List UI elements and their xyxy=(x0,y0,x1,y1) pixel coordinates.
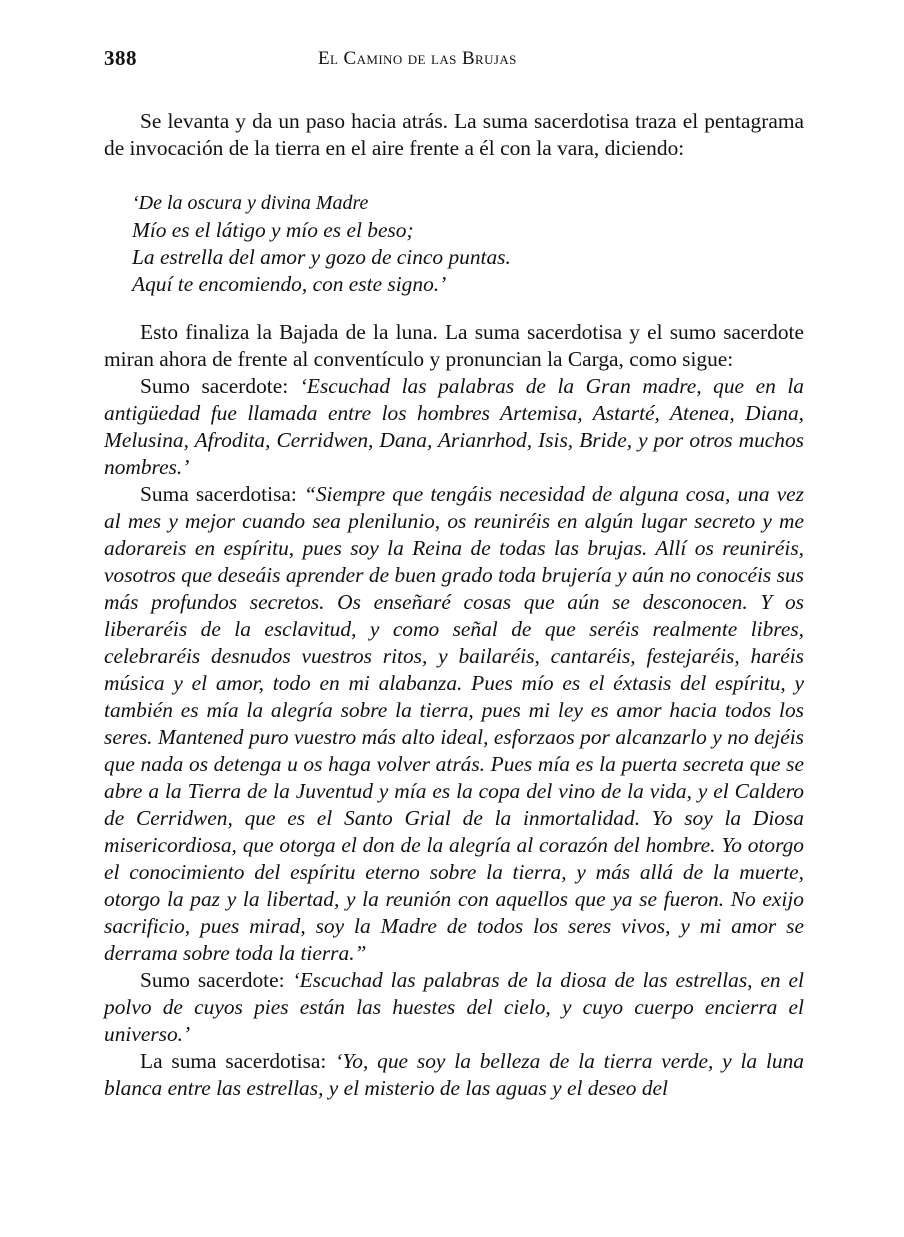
spoken-quote: ‘Escuchad las palabras de la Gran madre, que en la antigüedad fue llamada entre los hombres Artemisa, Astarté, Atenea, Diana, Melusina, Afrodita, Cerridwen, Dana, Arianrhod, Isis, Bride, y por otros muchos nombres.’ xyxy=(104,374,804,479)
verse-line: La estrella del amor y gozo de cinco puntas. xyxy=(132,245,511,269)
spoken-quote: ‘Escuchad las palabras de la diosa de las estrellas, en el polvo de cuyos pies están las huestes del cielo, y cuyo cuerpo encierra el universo.’ xyxy=(104,968,804,1046)
page-number: 388 xyxy=(104,46,137,70)
spoken-quote: “Siempre que tengáis necesidad de alguna cosa, una vez al mes y mejor cuando sea plenilunio, os reuniréis en algún lugar secreto y me adorareis en espíritu, pues soy la Reina de todas las brujas. Allí os reuniréis, vosotros que deseáis aprender de buen grado toda brujería y aún no conocéis sus más profundos secretos. Os enseñaré cosas que aún se desconocen. Y os liberaréis de la esclavitud, y como señal de que seréis realmente libres, celebraréis desnudos vuestros ritos, y bailaréis, cantaréis, festejaréis, haréis música y el amor, todo en mi alabanza. Pues mío es el éxtasis del espíritu, y también es mía la alegría sobre la tierra, pues mi ley es amor hacia todos los seres. Mantened puro vuestro más alto ideal, esforzaos por alcanzarlo y no dejéis que nada os detenga u os haga volver atrás. Pues mía es la puerta secreta que se abre a la Tierra de la Juventud y mía es la copa del vino de la vida, y el Caldero de Cerridwen, que es el Santo Grial de la inmortalidad. Yo soy la Diosa misericordiosa, que otorga el don de la alegría al corazón del hombre. Yo otorgo el conocimiento del espíritu eterno sobre la tierra, y más allá de la muerte, otorgo la paz y la libertad, y la reunión con aquellos que ya se fueron. No exijo sacrificio, pues mirad, soy la Madre de todos los seres vivos, y mi amor se derrama sobre toda la tierra.” xyxy=(104,482,805,965)
speaker-label: La suma sacerdotisa: xyxy=(140,1049,336,1073)
paragraph-high-priestess-2 xyxy=(104,1048,804,1102)
paragraph-descent: Esto finaliza la Bajada de la luna. La suma sacerdotisa y el sumo sacerdote miran ahora de frente al conventículo y pronuncian la Carga, como sigue: xyxy=(104,320,804,371)
body-text xyxy=(104,108,804,1102)
paragraph-high-priest-1 xyxy=(104,373,804,481)
invocation-verse xyxy=(132,190,804,298)
paragraph-high-priest-2 xyxy=(104,967,804,1048)
verse-line: Aquí te encomiendo, con este signo.’ xyxy=(132,272,447,296)
speaker-label: Sumo sacerdote: xyxy=(140,968,293,992)
speaker-label: Suma sacerdotisa: xyxy=(140,482,304,506)
paragraph-high-priestess-1 xyxy=(104,481,804,967)
running-head: El Camino de las Brujas xyxy=(318,48,517,69)
verse-line: ‘De la oscura y divina Madre xyxy=(132,192,369,214)
verse-line: Mío es el látigo y mío es el beso; xyxy=(132,218,414,242)
spoken-quote: ‘Yo, que soy la belleza de la tierra verde, y la luna blanca entre las estrellas, y el misterio de las aguas y el deseo del xyxy=(104,1049,804,1100)
paragraph-intro: Se levanta y da un paso hacia atrás. La suma sacerdotisa traza el pentagrama de invocación de la tierra en el aire frente a él con la vara, diciendo: xyxy=(104,109,804,160)
speaker-label: Sumo sacerdote: xyxy=(140,374,300,398)
